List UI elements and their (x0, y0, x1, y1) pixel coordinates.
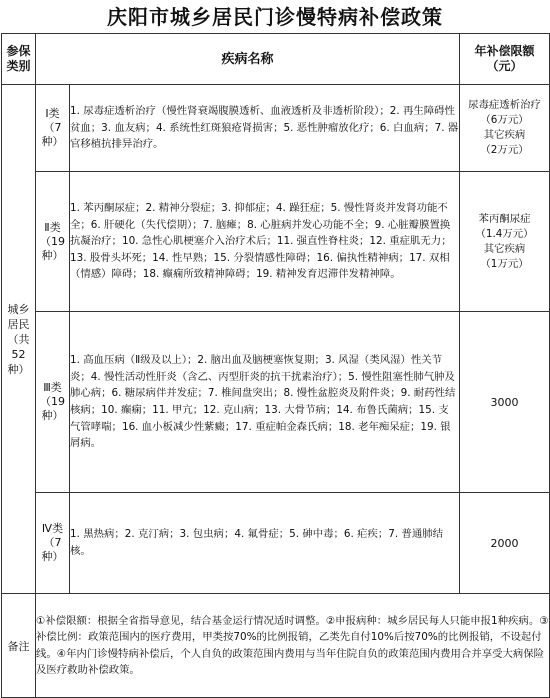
class-4-label (36, 493, 70, 594)
page-title: 庆阳市城乡居民门诊慢特病补偿政策 (107, 5, 443, 29)
table-row-class-2 (2, 172, 550, 312)
header-limit-line1: 年补偿限额 (474, 44, 535, 58)
class-1-limit-line4: （2万元） (480, 144, 529, 156)
scope-line1: 城乡 (7, 302, 30, 316)
class-1-line3: 种） (41, 135, 64, 148)
table-row-class-3 (2, 312, 550, 493)
scope-line5: 种） (7, 362, 30, 376)
scope-line3: （共 (7, 332, 30, 346)
notes-label: 备注 (2, 594, 36, 698)
class-1-line2: （7 (43, 121, 62, 134)
class-2-limit (460, 172, 550, 312)
scope-line2: 居民 (7, 317, 30, 331)
class-4-line1: Ⅳ类 (41, 522, 64, 535)
class-3-limit: 3000 (460, 312, 550, 493)
class-1-label (36, 85, 70, 172)
class-3-label (36, 312, 70, 493)
header-diseases: 疾病名称 (36, 34, 460, 85)
class-1-diseases: 1. 尿毒症透析治疗（慢性肾衰竭腹膜透析、血液透析及非透析阶段）；2. 再生障碍性贫血；3. 血友病；4. 系统性红斑狼疮肾损害；5. 恶性肿瘤放化疗；6. 白血病；7. 器官移植抗排异治疗。 (70, 85, 460, 172)
class-1-limit-line1: 尿毒症透析治疗 (468, 99, 541, 111)
table-header-row (2, 34, 550, 85)
table-row-class-4 (2, 493, 550, 594)
class-3-diseases: 1. 高血压病（Ⅱ级及以上）；2. 脑出血及脑梗塞恢复期；3. 风湿（类风湿）性关节炎；4. 慢性活动性肝炎（含乙、丙型肝炎的抗干扰素治疗）；5. 慢性阻塞性肺气肿及肺心病；6. 糖尿病伴并发症；7. 椎间盘突出；8. 慢性盆腔炎及附件炎；9. 耐药性结核病；10. 癫痫；11. 甲亢；12. 克山病；13. 大骨节病；14. 布鲁氏菌病；15. 支气管哮喘；16. 血小板减少性紫癜；17. 重症帕金森氏病；18. 老年痴呆症；19. 银屑病。 (70, 312, 460, 493)
header-category-line2: 类别 (6, 59, 31, 73)
header-limit (460, 34, 550, 85)
class-4-limit: 2000 (460, 493, 550, 594)
class-2-label (36, 172, 70, 312)
class-2-limit-line3: 其它疾病 (483, 242, 526, 255)
class-1-limit-line3: 其它疾病 (483, 129, 526, 141)
insured-scope-cell (2, 85, 36, 594)
class-2-line3: 种） (41, 248, 64, 262)
class-3-line1: Ⅲ类 (43, 381, 62, 394)
class-2-limit-line1: 苯丙酮尿症 (478, 212, 531, 225)
header-limit-line2: （元） (486, 59, 523, 73)
class-2-limit-line2: （1.4万元） (475, 227, 534, 240)
class-3-line2: （19 (40, 395, 65, 408)
table-row-class-1 (2, 85, 550, 172)
class-2-limit-line4: （1万元） (480, 257, 529, 270)
class-2-line2: （19 (40, 234, 65, 248)
class-2-line1: Ⅱ类 (44, 220, 61, 234)
class-4-diseases: 1. 黑热病；2. 克汀病；3. 包虫病；4. 氟骨症；5. 砷中毒；6. 疟疾；7. 普通肺结核。 (70, 493, 460, 594)
class-1-limit (460, 85, 550, 172)
class-1-limit-line2: （6万元） (480, 114, 529, 126)
class-4-line2: （7 (43, 536, 62, 549)
class-3-line3: 种） (41, 409, 64, 422)
header-category (2, 34, 36, 85)
class-2-diseases: 1. 苯丙酮尿症；2. 精神分裂症；3. 抑郁症；4. 躁狂症；5. 慢性肾炎并发肾功能不全；6. 肝硬化（失代偿期）；7. 脑瘫；8. 心脏病并发心功能不全；9. 心脏瓣膜置换抗凝治疗；10. 急性心肌梗塞介入治疗术后；11. 强直性脊柱炎；12. 重症肌无力；13. 股骨头坏死；14. 性早熟；15. 分裂情感性障碍；16. 偏执性精神病；17. 双相（情感）障碍；18. 癫痫所致精神障碍；19. 精神发育迟滞伴发精神障。 (70, 172, 460, 312)
class-1-line1: Ⅰ类 (45, 107, 60, 120)
class-4-line3: 种） (41, 550, 64, 563)
scope-line4: 52 (11, 347, 26, 361)
policy-table (1, 33, 550, 698)
header-category-line1: 参保 (6, 44, 31, 58)
table-row-notes (2, 594, 550, 698)
notes-text: ①补偿限额：根据全省指导意见，结合基金运行情况适时调整。②申报病种：城乡居民每人只能申报1种疾病。③补偿比例：政策范围内的医疗费用，甲类按70%的比例报销，乙类先自付10%后按70%的比例报销，不设起付线。④年内门诊慢特病补偿后，个人自负的政策范围内费用与当年住院自负的政策范围内费用合并享受大病保险及医疗救助补偿政策。 (36, 594, 550, 698)
